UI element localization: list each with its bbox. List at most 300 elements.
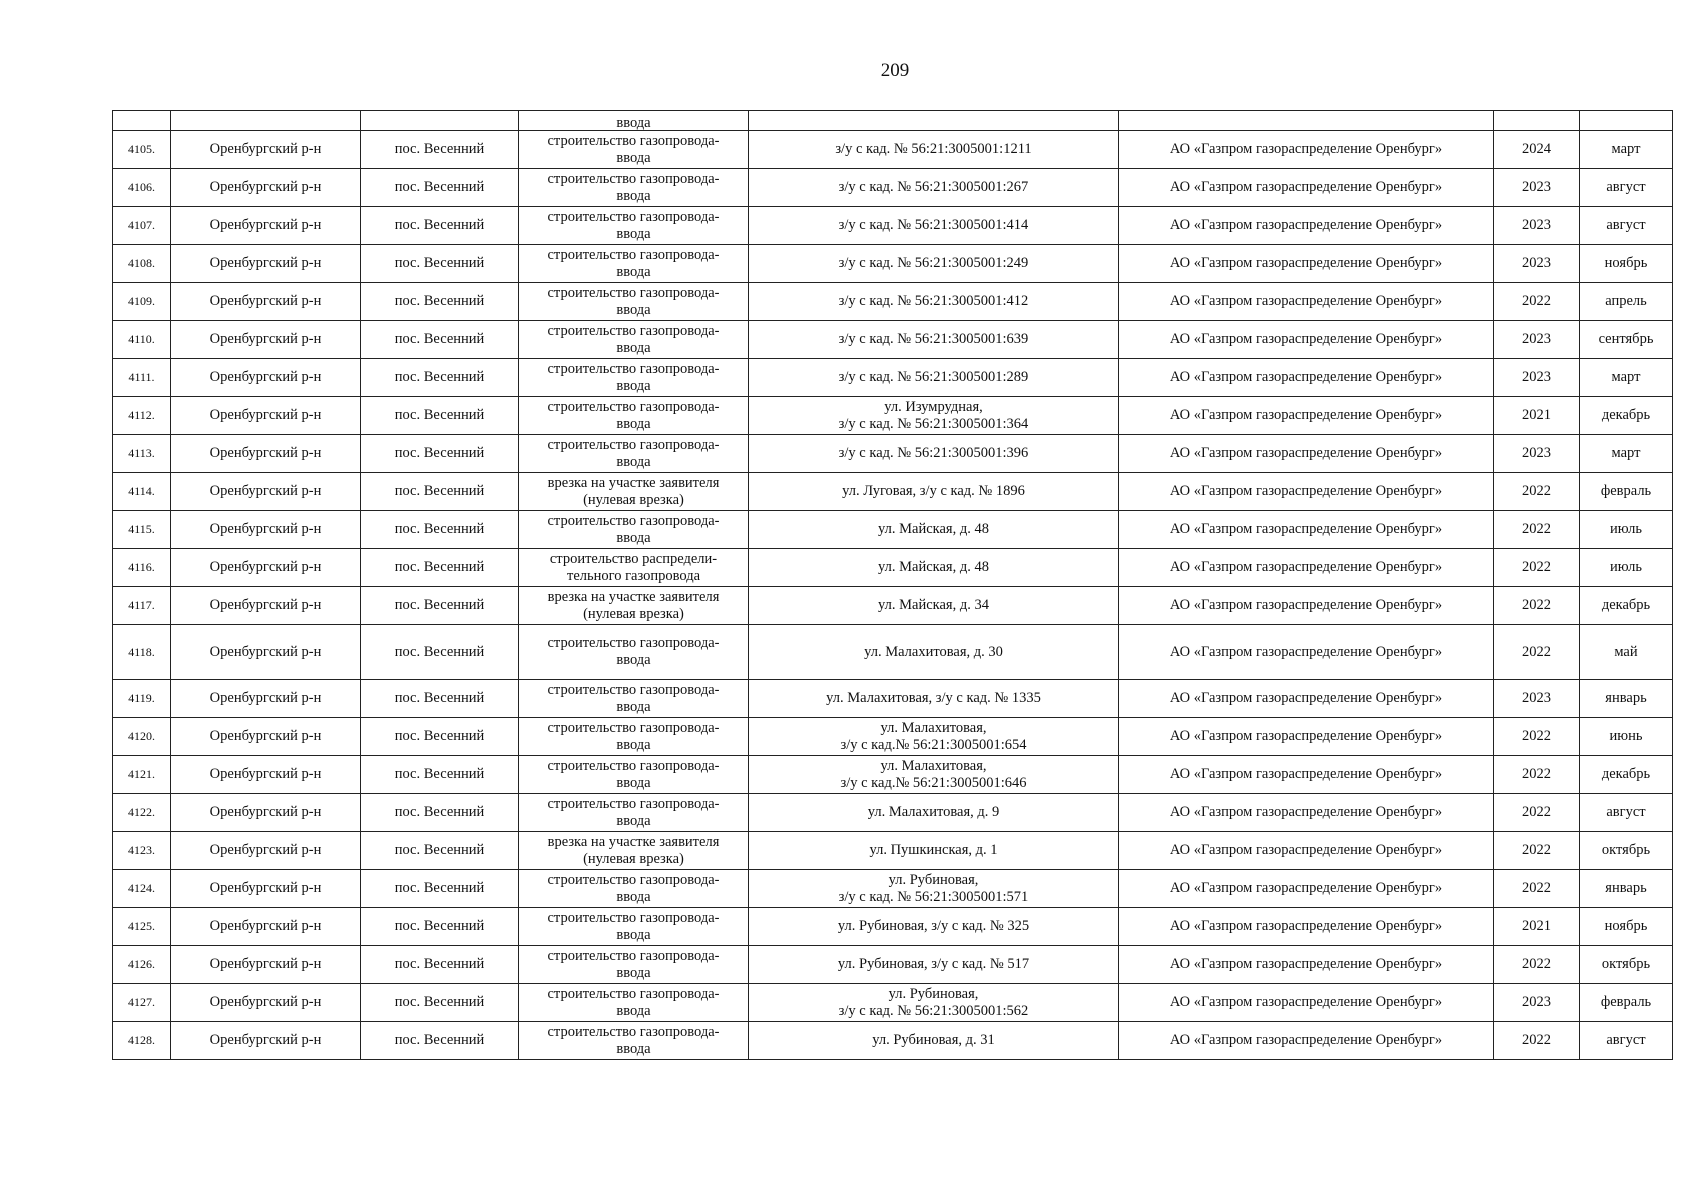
cell-organization: АО «Газпром газораспределение Оренбург» (1119, 435, 1494, 473)
cell-month: октябрь (1580, 832, 1673, 870)
cell-work-type (519, 680, 749, 718)
cell-work-type (519, 870, 749, 908)
cell-number: 4117. (113, 587, 171, 625)
cell-number: 4122. (113, 794, 171, 832)
cell-number: 4115. (113, 511, 171, 549)
cell-work-type (519, 908, 749, 946)
cell-year: 2022 (1494, 756, 1580, 794)
cell-organization: АО «Газпром газораспределение Оренбург» (1119, 473, 1494, 511)
work-type-line: (нулевая врезка) (583, 850, 684, 867)
cell-number: 4126. (113, 946, 171, 984)
table-row (113, 625, 1673, 680)
work-type-line: строительство газопровода- (547, 170, 720, 187)
cell-address (749, 946, 1119, 984)
cell-settlement: пос. Весенний (361, 756, 519, 794)
table-row (113, 283, 1673, 321)
cell-settlement: пос. Весенний (361, 625, 519, 680)
address-line: ул. Пушкинская, д. 1 (869, 842, 998, 858)
cell-district: Оренбургский р-н (171, 359, 361, 397)
cell-organization: АО «Газпром газораспределение Оренбург» (1119, 245, 1494, 283)
address-line: з/у с кад. № 56:21:3005001:562 (838, 1002, 1029, 1019)
cell-address (749, 718, 1119, 756)
continuation-row (113, 111, 1673, 131)
work-type-line: ввода (616, 698, 651, 715)
address-line: з/у с кад. № 56:21:3005001:414 (838, 217, 1029, 233)
cell-district: Оренбургский р-н (171, 169, 361, 207)
cell-organization: АО «Газпром газораспределение Оренбург» (1119, 625, 1494, 680)
cell-empty (749, 111, 1119, 131)
table-row (113, 832, 1673, 870)
cell-year: 2022 (1494, 832, 1580, 870)
table-row (113, 946, 1673, 984)
cell-district: Оренбургский р-н (171, 473, 361, 511)
cell-number: 4111. (113, 359, 171, 397)
work-type-line: ввода (616, 964, 651, 981)
work-type-line: ввода (616, 301, 651, 318)
work-type-line: ввода (616, 187, 651, 204)
address-line: ул. Малахитовая, (880, 757, 987, 774)
cell-settlement: пос. Весенний (361, 946, 519, 984)
cell-work-type (519, 207, 749, 245)
cell-address (749, 794, 1119, 832)
cell-work-type (519, 1022, 749, 1060)
work-type-line: строительство газопровода- (547, 909, 720, 926)
cell-month: ноябрь (1580, 245, 1673, 283)
work-type-line: строительство газопровода- (547, 719, 720, 736)
cell-organization: АО «Газпром газораспределение Оренбург» (1119, 397, 1494, 435)
cell-settlement: пос. Весенний (361, 435, 519, 473)
cell-district: Оренбургский р-н (171, 397, 361, 435)
cell-organization: АО «Газпром газораспределение Оренбург» (1119, 832, 1494, 870)
address-line: з/у с кад. № 56:21:3005001:364 (838, 415, 1029, 432)
cell-work-type (519, 625, 749, 680)
cell-month: март (1580, 131, 1673, 169)
cell-work-type (519, 832, 749, 870)
cell-address (749, 832, 1119, 870)
cell-number: 4128. (113, 1022, 171, 1060)
cell-year: 2023 (1494, 359, 1580, 397)
cell-address (749, 549, 1119, 587)
cell-year: 2022 (1494, 283, 1580, 321)
cell-address (749, 245, 1119, 283)
address-line: ул. Майская, д. 34 (878, 597, 989, 613)
cell-month: март (1580, 359, 1673, 397)
work-type-line: строительство газопровода- (547, 681, 720, 698)
table-row (113, 359, 1673, 397)
cell-month: июль (1580, 549, 1673, 587)
cell-year: 2021 (1494, 397, 1580, 435)
cell-month: апрель (1580, 283, 1673, 321)
cell-year: 2022 (1494, 718, 1580, 756)
address-line: ул. Майская, д. 48 (878, 559, 989, 575)
table-row (113, 511, 1673, 549)
cell-number: 4118. (113, 625, 171, 680)
cell-district: Оренбургский р-н (171, 587, 361, 625)
cell-address (749, 587, 1119, 625)
cell-district: Оренбургский р-н (171, 870, 361, 908)
cell-year: 2022 (1494, 625, 1580, 680)
cell-address (749, 984, 1119, 1022)
cell-year: 2024 (1494, 131, 1580, 169)
address-line: з/у с кад. № 56:21:3005001:289 (838, 369, 1029, 385)
work-type-line: врезка на участке заявителя (547, 588, 720, 605)
table-row (113, 756, 1673, 794)
work-type-line: ввода (616, 225, 651, 242)
work-type-line: ввода (616, 774, 651, 791)
cell-year: 2023 (1494, 680, 1580, 718)
work-type-line: ввода (616, 1002, 651, 1019)
cell-year: 2023 (1494, 169, 1580, 207)
cell-settlement: пос. Весенний (361, 473, 519, 511)
work-type-line: ввода (616, 339, 651, 356)
cell-address (749, 321, 1119, 359)
cell-settlement: пос. Весенний (361, 794, 519, 832)
address-line: з/у с кад.№ 56:21:3005001:654 (840, 736, 1027, 753)
table-row (113, 169, 1673, 207)
work-type-line: (нулевая врезка) (583, 605, 684, 622)
cell-settlement: пос. Весенний (361, 1022, 519, 1060)
cell-year: 2023 (1494, 435, 1580, 473)
cell-settlement: пос. Весенний (361, 984, 519, 1022)
cell-address (749, 131, 1119, 169)
cell-work-type (519, 245, 749, 283)
table-row (113, 245, 1673, 283)
work-type-line: ввода (616, 812, 651, 829)
cell-empty (171, 111, 361, 131)
cell-settlement: пос. Весенний (361, 131, 519, 169)
cell-settlement: пос. Весенний (361, 283, 519, 321)
work-type-line: ввода (616, 888, 651, 905)
cell-work-type (519, 549, 749, 587)
cell-address (749, 1022, 1119, 1060)
cell-settlement: пос. Весенний (361, 245, 519, 283)
work-type-line: тельного газопровода (566, 567, 701, 584)
page-number: 209 (880, 60, 910, 81)
work-type-line: строительство распредели- (549, 550, 718, 567)
address-line: ул. Малахитовая, з/у с кад. № 1335 (826, 690, 1041, 706)
cell-district: Оренбургский р-н (171, 984, 361, 1022)
cell-district: Оренбургский р-н (171, 756, 361, 794)
cell-district: Оренбургский р-н (171, 680, 361, 718)
cell-organization: АО «Газпром газораспределение Оренбург» (1119, 207, 1494, 245)
work-type-line: строительство газопровода- (547, 635, 720, 651)
address-line: з/у с кад. № 56:21:3005001:267 (838, 179, 1029, 195)
cell-organization: АО «Газпром газораспределение Оренбург» (1119, 908, 1494, 946)
cell-year: 2023 (1494, 984, 1580, 1022)
cell-settlement: пос. Весенний (361, 359, 519, 397)
cell-number: 4116. (113, 549, 171, 587)
cell-number: 4125. (113, 908, 171, 946)
cell-month: июнь (1580, 718, 1673, 756)
cell-address (749, 680, 1119, 718)
work-type-line: ввода (616, 377, 651, 394)
cell-district: Оренбургский р-н (171, 435, 361, 473)
cell-settlement: пос. Весенний (361, 207, 519, 245)
address-line: ул. Рубиновая, д. 31 (872, 1032, 995, 1048)
cell-district: Оренбургский р-н (171, 283, 361, 321)
cell-address (749, 870, 1119, 908)
table-row (113, 718, 1673, 756)
cell-year: 2022 (1494, 870, 1580, 908)
work-type-line: строительство газопровода- (547, 398, 720, 415)
cell-number: 4119. (113, 680, 171, 718)
cell-organization: АО «Газпром газораспределение Оренбург» (1119, 718, 1494, 756)
work-type-line: (нулевая врезка) (583, 491, 684, 508)
cell-district: Оренбургский р-н (171, 625, 361, 680)
cell-address (749, 169, 1119, 207)
cell-month: декабрь (1580, 587, 1673, 625)
cell-month: август (1580, 1022, 1673, 1060)
table-row (113, 321, 1673, 359)
work-type-line: строительство газопровода- (547, 436, 720, 453)
work-type-line: строительство газопровода- (547, 246, 720, 263)
cell-month: октябрь (1580, 946, 1673, 984)
cell-settlement: пос. Весенний (361, 832, 519, 870)
cell-year: 2022 (1494, 549, 1580, 587)
cell-district: Оренбургский р-н (171, 245, 361, 283)
address-line: ул. Малахитовая, (880, 719, 987, 736)
cell-address (749, 207, 1119, 245)
cell-number: 4113. (113, 435, 171, 473)
cell-month: август (1580, 794, 1673, 832)
work-type-line: ввода (616, 652, 651, 668)
work-type-line: ввода (616, 736, 651, 753)
work-type-line: строительство газопровода- (547, 360, 720, 377)
cell-year: 2023 (1494, 321, 1580, 359)
table-row (113, 908, 1673, 946)
cell-empty (361, 111, 519, 131)
cell-month: июль (1580, 511, 1673, 549)
address-line: з/у с кад. № 56:21:3005001:396 (838, 445, 1029, 461)
cell-settlement: пос. Весенний (361, 870, 519, 908)
address-line: з/у с кад. № 56:21:3005001:639 (838, 331, 1029, 347)
address-line: ул. Рубиновая, з/у с кад. № 517 (837, 956, 1030, 972)
cell-organization: АО «Газпром газораспределение Оренбург» (1119, 946, 1494, 984)
work-type-line: строительство газопровода- (547, 795, 720, 812)
cell-district: Оренбургский р-н (171, 946, 361, 984)
cell-organization: АО «Газпром газораспределение Оренбург» (1119, 549, 1494, 587)
cell-organization: АО «Газпром газораспределение Оренбург» (1119, 870, 1494, 908)
cell-district: Оренбургский р-н (171, 131, 361, 169)
work-type-line: ввода (616, 926, 651, 943)
table-row (113, 207, 1673, 245)
cell-district: Оренбургский р-н (171, 549, 361, 587)
address-line: ул. Малахитовая, д. 30 (864, 643, 1003, 660)
cell-organization: АО «Газпром газораспределение Оренбург» (1119, 283, 1494, 321)
table-row (113, 680, 1673, 718)
table-row (113, 794, 1673, 832)
work-type-line: ввода (616, 529, 651, 546)
cell-work-type (519, 473, 749, 511)
registry-table (112, 110, 1673, 1060)
work-type-line: строительство газопровода- (547, 871, 720, 888)
cell-address (749, 359, 1119, 397)
work-type-line: ввода (616, 1040, 651, 1057)
cell-work-type (519, 359, 749, 397)
cell-organization: АО «Газпром газораспределение Оренбург» (1119, 984, 1494, 1022)
cell-organization: АО «Газпром газораспределение Оренбург» (1119, 587, 1494, 625)
cell-month: август (1580, 169, 1673, 207)
work-type-line: врезка на участке заявителя (547, 833, 720, 850)
cell-address (749, 435, 1119, 473)
cell-month: август (1580, 207, 1673, 245)
cell-number: 4124. (113, 870, 171, 908)
cell-empty (113, 111, 171, 131)
cell-month: февраль (1580, 984, 1673, 1022)
cell-year: 2023 (1494, 207, 1580, 245)
cell-work-continuation: ввода (519, 111, 749, 131)
cell-work-type (519, 756, 749, 794)
table-body (113, 111, 1673, 1060)
table-row (113, 435, 1673, 473)
address-line: ул. Рубиновая, з/у с кад. № 325 (837, 918, 1030, 934)
cell-work-type (519, 435, 749, 473)
cell-number: 4127. (113, 984, 171, 1022)
cell-district: Оренбургский р-н (171, 321, 361, 359)
cell-month: декабрь (1580, 397, 1673, 435)
cell-organization: АО «Газпром газораспределение Оренбург» (1119, 131, 1494, 169)
address-line: ул. Луговая, з/у с кад. № 1896 (842, 483, 1025, 499)
address-line: з/у с кад. № 56:21:3005001:1211 (835, 141, 1032, 157)
work-type-line: ввода (616, 415, 651, 432)
table-row (113, 131, 1673, 169)
cell-district: Оренбургский р-н (171, 908, 361, 946)
cell-organization: АО «Газпром газораспределение Оренбург» (1119, 511, 1494, 549)
cell-number: 4105. (113, 131, 171, 169)
cell-address (749, 511, 1119, 549)
cell-district: Оренбургский р-н (171, 511, 361, 549)
cell-work-type (519, 718, 749, 756)
cell-number: 4112. (113, 397, 171, 435)
work-type-line: строительство газопровода- (547, 1023, 720, 1040)
address-line: ул. Майская, д. 48 (878, 521, 989, 537)
cell-month: ноябрь (1580, 908, 1673, 946)
cell-address (749, 397, 1119, 435)
cell-settlement: пос. Весенний (361, 169, 519, 207)
cell-number: 4109. (113, 283, 171, 321)
address-line: ул. Малахитовая, д. 9 (867, 804, 1000, 820)
address-line: ул. Рубиновая, (888, 985, 979, 1002)
cell-settlement: пос. Весенний (361, 397, 519, 435)
cell-address (749, 473, 1119, 511)
cell-district: Оренбургский р-н (171, 718, 361, 756)
cell-number: 4106. (113, 169, 171, 207)
cell-work-type (519, 946, 749, 984)
work-type-line: строительство газопровода- (547, 322, 720, 339)
cell-year: 2021 (1494, 908, 1580, 946)
cell-address (749, 908, 1119, 946)
cell-empty (1119, 111, 1494, 131)
cell-month: март (1580, 435, 1673, 473)
cell-work-type (519, 169, 749, 207)
cell-year: 2023 (1494, 245, 1580, 283)
address-line: ул. Рубиновая, (888, 871, 979, 888)
table-row (113, 984, 1673, 1022)
cell-number: 4121. (113, 756, 171, 794)
cell-work-type (519, 283, 749, 321)
work-type-line: строительство газопровода- (547, 947, 720, 964)
cell-work-type (519, 131, 749, 169)
cell-year: 2022 (1494, 1022, 1580, 1060)
cell-organization: АО «Газпром газораспределение Оренбург» (1119, 169, 1494, 207)
cell-number: 4114. (113, 473, 171, 511)
cell-settlement: пос. Весенний (361, 908, 519, 946)
work-type-line: строительство газопровода- (547, 132, 720, 149)
cell-number: 4107. (113, 207, 171, 245)
cell-year: 2022 (1494, 794, 1580, 832)
cell-year: 2022 (1494, 473, 1580, 511)
cell-year: 2022 (1494, 587, 1580, 625)
table-row (113, 397, 1673, 435)
cell-address (749, 283, 1119, 321)
work-type-line: ввода (616, 263, 651, 280)
cell-year: 2022 (1494, 946, 1580, 984)
cell-month: декабрь (1580, 756, 1673, 794)
table-row (113, 587, 1673, 625)
cell-organization: АО «Газпром газораспределение Оренбург» (1119, 680, 1494, 718)
work-type-line: ввода (616, 149, 651, 166)
cell-month: январь (1580, 680, 1673, 718)
cell-month: январь (1580, 870, 1673, 908)
cell-settlement: пос. Весенний (361, 718, 519, 756)
cell-settlement: пос. Весенний (361, 321, 519, 359)
cell-settlement: пос. Весенний (361, 587, 519, 625)
cell-organization: АО «Газпром газораспределение Оренбург» (1119, 359, 1494, 397)
cell-year: 2022 (1494, 511, 1580, 549)
work-type-line: строительство газопровода- (547, 985, 720, 1002)
cell-work-type (519, 984, 749, 1022)
work-type-line: врезка на участке заявителя (547, 474, 720, 491)
cell-number: 4123. (113, 832, 171, 870)
cell-work-type (519, 397, 749, 435)
work-type-line: строительство газопровода- (547, 512, 720, 529)
cell-address (749, 756, 1119, 794)
cell-work-type (519, 511, 749, 549)
cell-month: сентябрь (1580, 321, 1673, 359)
cell-month: май (1580, 625, 1673, 680)
address-line: ул. Изумрудная, (884, 398, 983, 415)
cell-month: февраль (1580, 473, 1673, 511)
address-line: з/у с кад. № 56:21:3005001:249 (838, 255, 1029, 271)
work-type-line: строительство газопровода- (547, 208, 720, 225)
address-line: з/у с кад. № 56:21:3005001:412 (838, 293, 1029, 309)
cell-settlement: пос. Весенний (361, 511, 519, 549)
table-row (113, 549, 1673, 587)
table-row (113, 870, 1673, 908)
cell-number: 4120. (113, 718, 171, 756)
cell-number: 4108. (113, 245, 171, 283)
cell-organization: АО «Газпром газораспределение Оренбург» (1119, 321, 1494, 359)
work-type-line: строительство газопровода- (547, 284, 720, 301)
cell-work-type (519, 794, 749, 832)
cell-district: Оренбургский р-н (171, 1022, 361, 1060)
cell-district: Оренбургский р-н (171, 832, 361, 870)
cell-organization: АО «Газпром газораспределение Оренбург» (1119, 756, 1494, 794)
work-type-line: строительство газопровода- (547, 757, 720, 774)
address-line: з/у с кад.№ 56:21:3005001:646 (840, 774, 1027, 791)
table-row (113, 473, 1673, 511)
table-row (113, 1022, 1673, 1060)
work-type-line: ввода (616, 453, 651, 470)
cell-organization: АО «Газпром газораспределение Оренбург» (1119, 1022, 1494, 1060)
cell-number: 4110. (113, 321, 171, 359)
cell-work-type (519, 587, 749, 625)
cell-settlement: пос. Весенний (361, 549, 519, 587)
address-line: з/у с кад. № 56:21:3005001:571 (838, 888, 1029, 905)
cell-district: Оренбургский р-н (171, 794, 361, 832)
cell-empty (1494, 111, 1580, 131)
cell-settlement: пос. Весенний (361, 680, 519, 718)
